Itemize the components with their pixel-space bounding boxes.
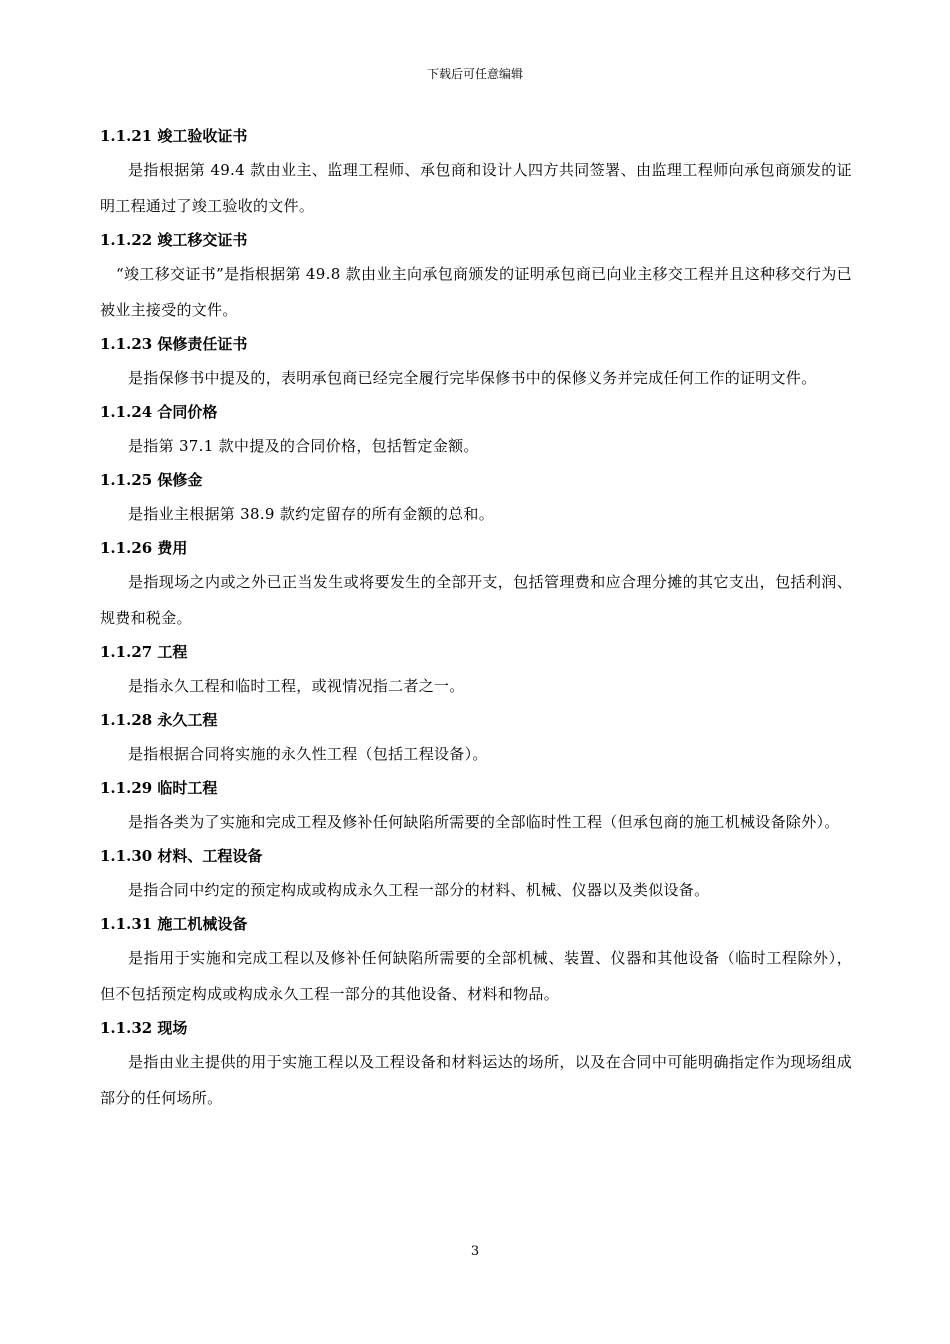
section-body: 是指根据第 49.4 款由业主、监理工程师、承包商和设计人四方共同签署、由监理工程师向承包商颁发的证明工程通过了竣工验收的文件。 (100, 161, 852, 215)
section-body: 是指永久工程和临时工程，或视情况指二者之一。 (128, 677, 465, 695)
section-1-1-24 (100, 396, 852, 464)
section-heading: 1.1.26 费用 (100, 539, 188, 557)
section-body: 是指保修书中提及的，表明承包商已经完全履行完毕保修书中的保修义务并完成任何工作的证明文件。 (128, 369, 817, 387)
section-heading: 1.1.30 材料、工程设备 (100, 847, 263, 865)
section-1-1-28 (100, 704, 852, 772)
page-number: 3 (470, 1244, 480, 1259)
section-body: 是指由业主提供的用于实施工程以及工程设备和材料运达的场所，以及在合同中可能明确指定作为现场组成部分的任何场所。 (100, 1053, 852, 1107)
section-1-1-22 (100, 224, 852, 328)
section-body: 是指各类为了实施和完成工程及修补任何缺陷所需要的全部临时性工程（但承包商的施工机械设备除外）。 (128, 813, 840, 831)
section-1-1-23 (100, 328, 852, 396)
section-1-1-29 (100, 772, 852, 840)
section-body: 是指用于实施和完成工程以及修补任何缺陷所需要的全部机械、装置、仪器和其他设备（临时工程除外），但不包括预定构成或构成永久工程一部分的其他设备、材料和物品。 (100, 949, 852, 1003)
section-heading: 1.1.23 保修责任证书 (100, 335, 248, 353)
section-heading: 1.1.22 竣工移交证书 (100, 231, 248, 249)
section-body: 是指根据合同将实施的永久性工程（包括工程设备）。 (128, 745, 488, 763)
section-1-1-21 (100, 120, 852, 224)
section-1-1-27 (100, 636, 852, 704)
section-1-1-32 (100, 1012, 852, 1116)
section-body: “竣工移交证书”是指根据第 49.8 款由业主向承包商颁发的证明承包商已向业主移交工程并且这种移交行为已被业主接受的文件。 (100, 265, 852, 319)
section-body: 是指合同中约定的预定构成或构成永久工程一部分的材料、机械、仪器以及类似设备。 (128, 881, 710, 899)
section-heading: 1.1.25 保修金 (100, 471, 203, 489)
section-heading: 1.1.24 合同价格 (100, 403, 218, 421)
section-1-1-31 (100, 908, 852, 1012)
section-heading: 1.1.27 工程 (100, 643, 188, 661)
section-body: 是指业主根据第 38.9 款约定留存的所有金额的总和。 (128, 505, 495, 523)
section-body: 是指现场之内或之外已正当发生或将要发生的全部开支，包括管理费和应合理分摊的其它支出，包括利润、规费和税金。 (100, 573, 852, 627)
section-heading: 1.1.31 施工机械设备 (100, 915, 248, 933)
page-header-note: 下载后可任意编辑 (426, 67, 523, 81)
document-body (100, 120, 852, 1116)
section-body: 是指第 37.1 款中提及的合同价格，包括暂定金额。 (128, 437, 479, 455)
section-heading: 1.1.21 竣工验收证书 (100, 127, 248, 145)
section-1-1-25 (100, 464, 852, 532)
section-1-1-30 (100, 840, 852, 908)
section-heading: 1.1.32 现场 (100, 1019, 188, 1037)
section-1-1-26 (100, 532, 852, 636)
section-heading: 1.1.29 临时工程 (100, 779, 218, 797)
section-heading: 1.1.28 永久工程 (100, 711, 218, 729)
